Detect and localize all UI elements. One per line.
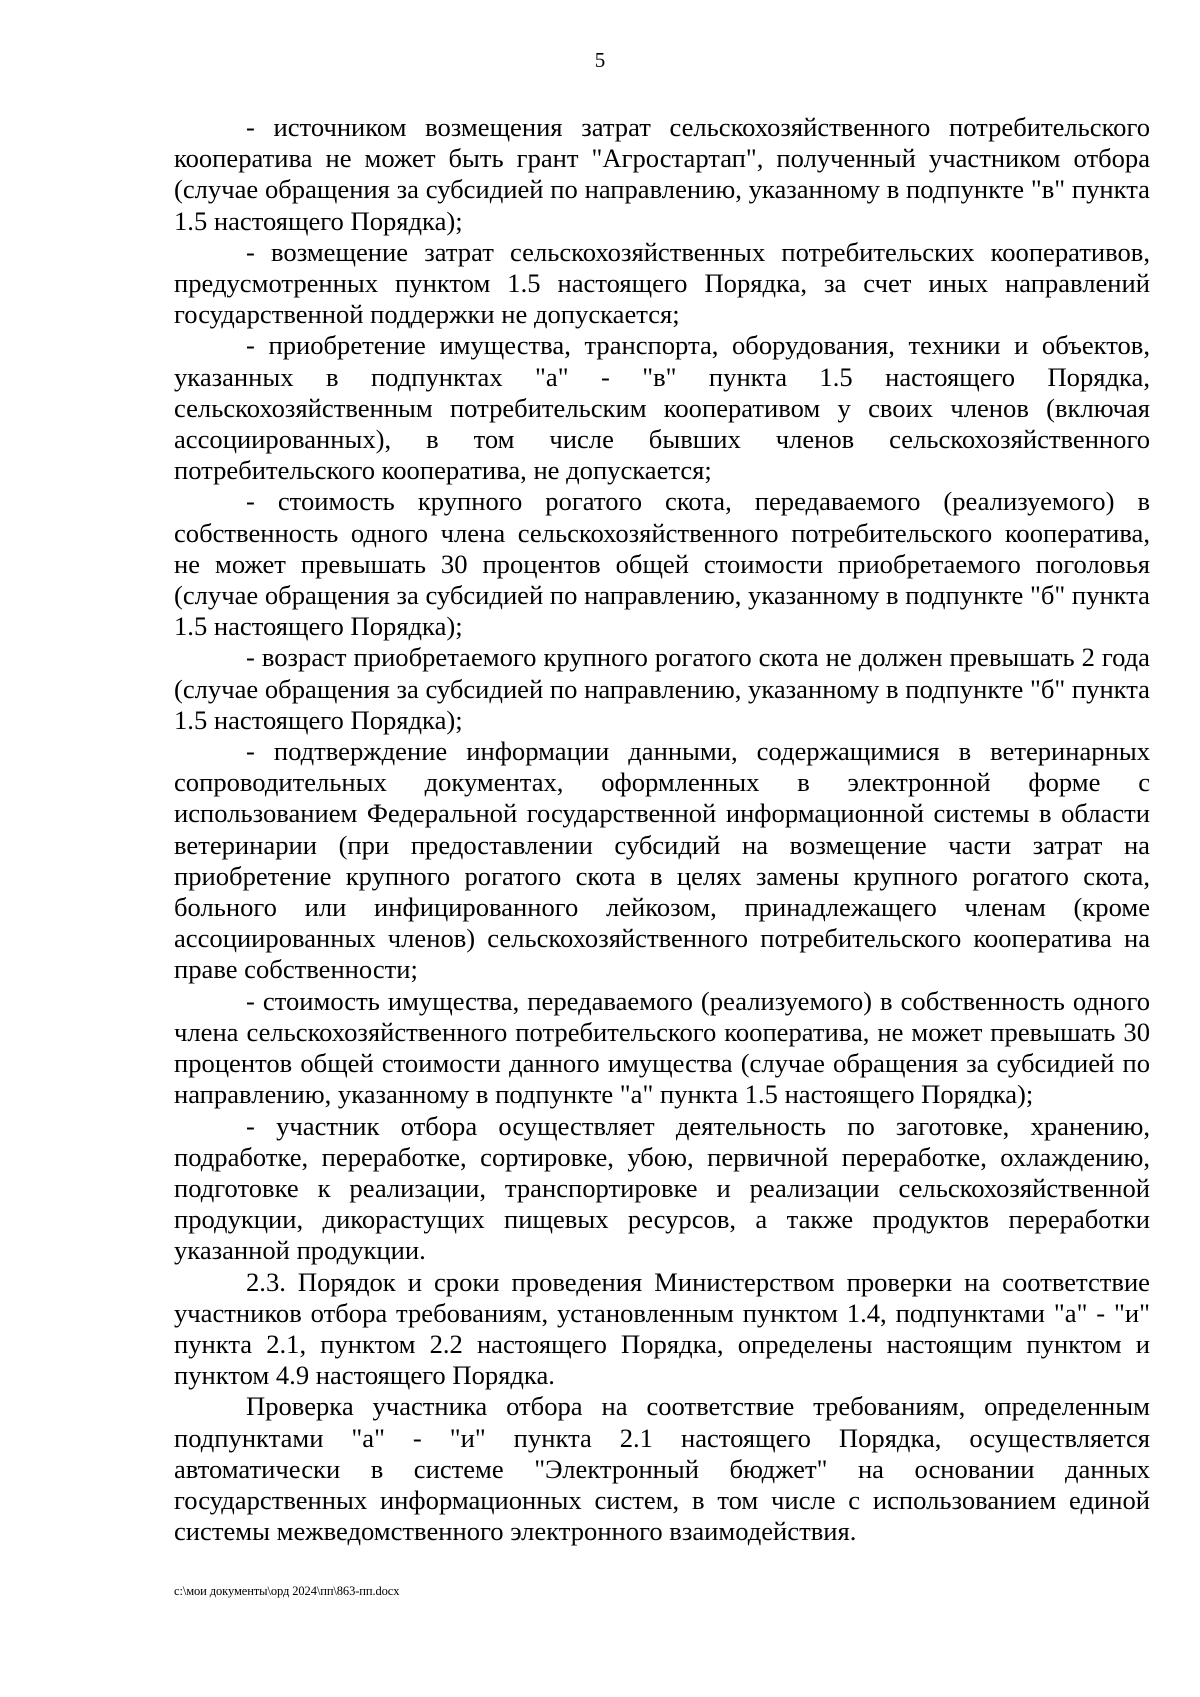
paragraph: - участник отбора осуществляет деятельность по заготовке, хранению, подработке, переработке, сортировке, убою, первичной переработке, охлаждению, подготовке к реализации, транспортировке и реализации сельскохозяйственной продукции, дикорастущих пищевых ресурсов, а также продуктов переработки указанной продукции.: [174, 1110, 1150, 1266]
paragraph: - приобретение имущества, транспорта, оборудования, техники и объектов, указанных в подпунктах "а" - "в" пункта 1.5 настоящего Порядка, сельскохозяйственным потребительским кооперативом у своих членов (включая ассоциированных), в том числе бывших членов сельскохозяйственного потребительского кооператива, не допускается;: [174, 330, 1150, 486]
paragraph: - возмещение затрат сельскохозяйственных потребительских кооперативов, предусмотренных пунктом 1.5 настоящего Порядка, за счет иных направлений государственной поддержки не допускается;: [174, 236, 1150, 330]
paragraph: - стоимость крупного рогатого скота, передаваемого (реализуемого) в собственность одного члена сельскохозяйственного потребительского кооператива, не может превышать 30 процентов общей стоимости приобретаемого поголовья (случае обращения за субсидией по направлению, указанному в подпункте "б" пункта 1.5 настоящего Порядка);: [174, 486, 1150, 642]
paragraph: - стоимость имущества, передаваемого (реализуемого) в собственность одного члена сельскохозяйственного потребительского кооператива, не может превышать 30 процентов общей стоимости данного имущества (случае обращения за субсидией по направлению, указанному в подпункте "а" пункта 1.5 настоящего Порядка);: [174, 985, 1150, 1110]
document-body: [174, 112, 1150, 1547]
page-number: 5: [594, 48, 606, 72]
paragraph: Проверка участника отбора на соответствие требованиям, определенным подпунктами "а" - "и" пункта 2.1 настоящего Порядка, осуществляется автоматически в системе "Электронный бюджет" на основании данных государственных информационных систем, в том числе с использованием единой системы межведомственного электронного взаимодействия.: [174, 1391, 1150, 1547]
paragraph: - подтверждение информации данными, содержащимися в ветеринарных сопроводительных документах, оформленных в электронной форме с использованием Федеральной государственной информационной системы в области ветеринарии (при предоставлении субсидий на возмещение части затрат на приобретение крупного рогатого скота в целях замены крупного рогатого скота, больного или инфицированного лейкозом, принадлежащего членам (кроме ассоциированных членов) сельскохозяйственного потребительского кооператива на праве собственности;: [174, 736, 1150, 985]
paragraph: 2.3. Порядок и сроки проведения Министерством проверки на соответствие участников отбора требованиям, установленным пунктом 1.4, подпунктами "а" - "и" пункта 2.1, пунктом 2.2 настоящего Порядка, определены настоящим пунктом и пунктом 4.9 настоящего Порядка.: [174, 1266, 1150, 1391]
paragraph: - источником возмещения затрат сельскохозяйственного потребительского кооператива не может быть грант "Агростартап", полученный участником отбора (случае обращения за субсидией по направлению, указанному в подпункте "в" пункта 1.5 настоящего Порядка);: [174, 112, 1150, 236]
file-path-footer: c:\мои документы\орд 2024\пп\863-пп.docx: [174, 1584, 400, 1598]
paragraph: - возраст приобретаемого крупного рогатого скота не должен превышать 2 года (случае обращения за субсидией по направлению, указанному в подпункте "б" пункта 1.5 настоящего Порядка);: [174, 642, 1150, 735]
